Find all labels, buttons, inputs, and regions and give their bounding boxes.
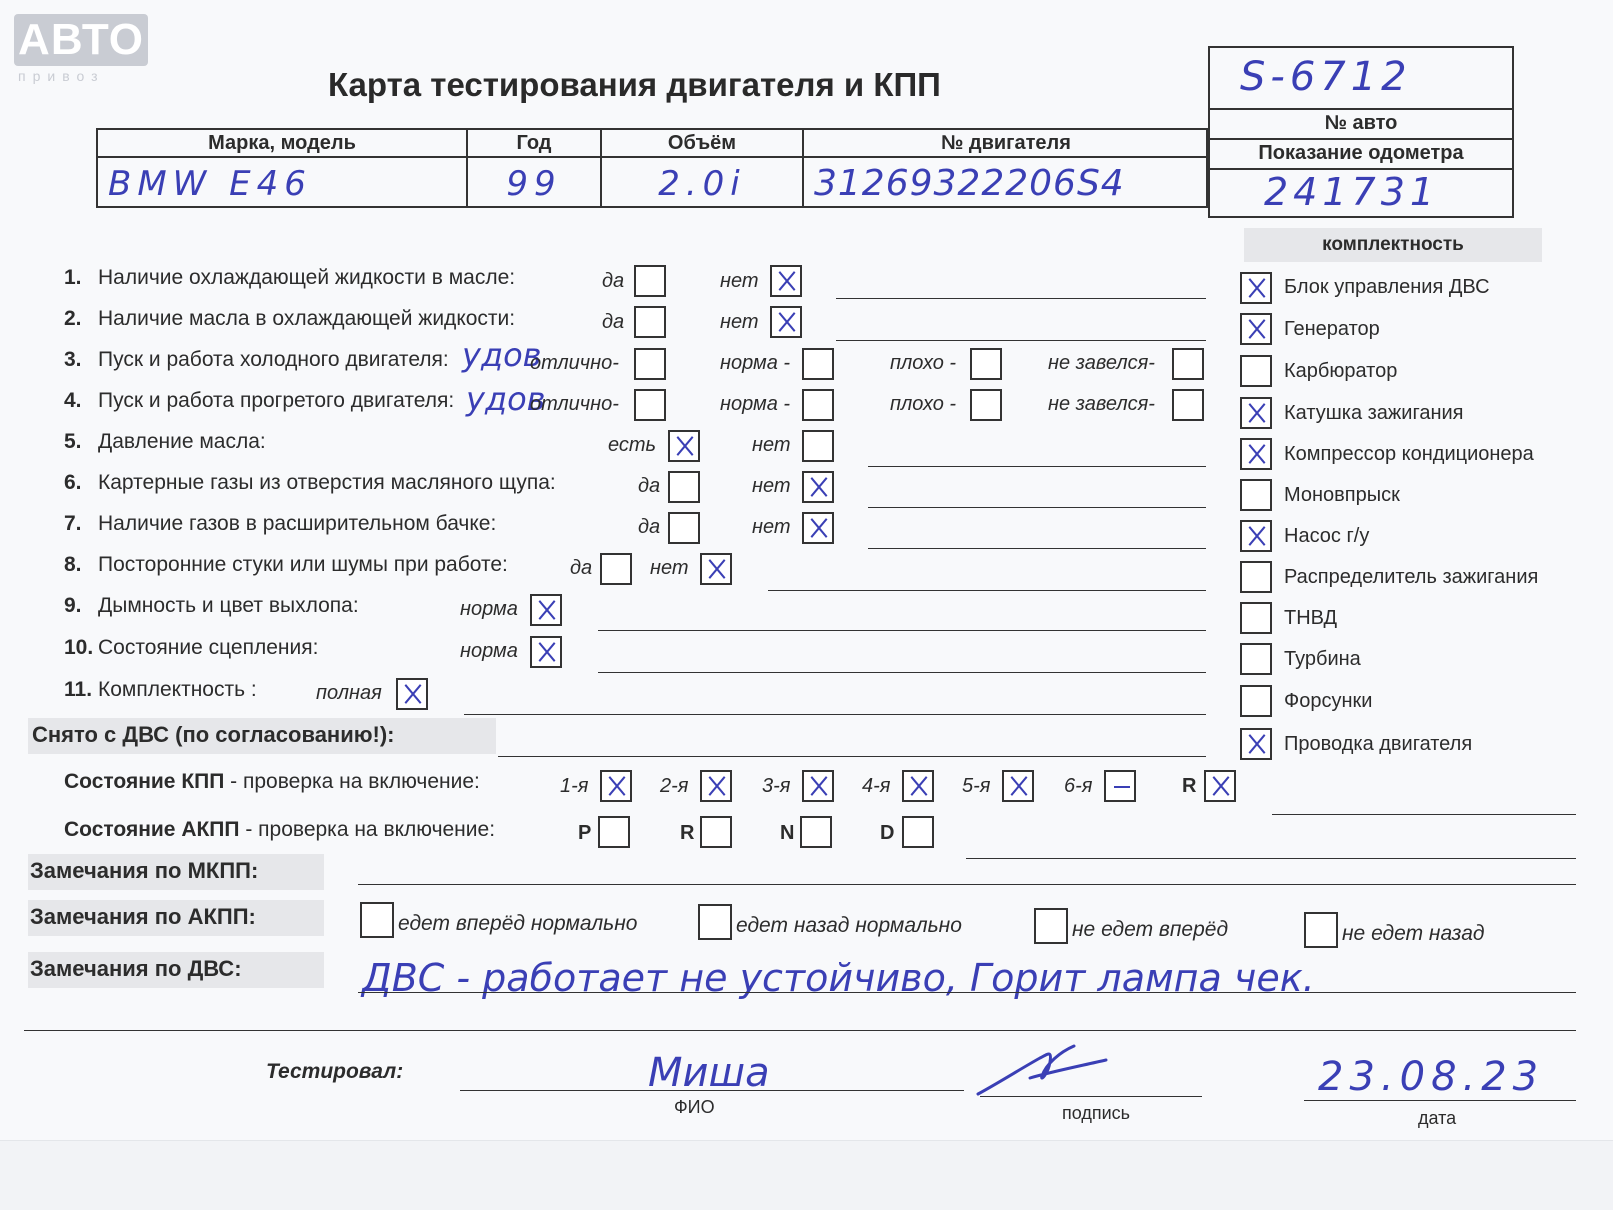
year-column bbox=[468, 130, 602, 206]
option-label: да bbox=[638, 516, 661, 538]
checkbox-oil-pressure-yes[interactable] bbox=[668, 430, 700, 462]
tested-by-label: Тестировал: bbox=[266, 1060, 404, 1083]
checkbox-warm-bad[interactable] bbox=[970, 389, 1002, 421]
kit-label: ТНВД bbox=[1284, 607, 1338, 629]
kit-label: Катушка зажигания bbox=[1284, 402, 1464, 424]
name-line bbox=[460, 1090, 964, 1091]
write-line bbox=[836, 298, 1206, 299]
akpp-no-reverse-checkbox[interactable] bbox=[1304, 912, 1338, 948]
name-caption: ФИО bbox=[674, 1097, 715, 1117]
engine-number-column bbox=[804, 130, 1208, 206]
kit-label: Блок управления ДВС bbox=[1284, 276, 1490, 298]
akpp-option-label: едет назад нормально bbox=[736, 914, 962, 937]
checkbox-coolant-in-oil-yes[interactable] bbox=[634, 265, 666, 297]
akpp-label-rest: - проверка на включение: bbox=[239, 818, 496, 841]
kit-title: комплектность bbox=[1244, 228, 1542, 262]
gear-label: 1-я bbox=[560, 775, 589, 797]
signature-image bbox=[970, 1038, 1112, 1102]
gear-label: R bbox=[1182, 775, 1197, 797]
kit-checkbox-ecu[interactable] bbox=[1240, 272, 1272, 304]
checkbox-crankcase-gas-no[interactable] bbox=[802, 471, 834, 503]
kit-checkbox-mono-injection[interactable] bbox=[1240, 479, 1272, 511]
gear-r-checkbox[interactable] bbox=[1204, 770, 1236, 802]
option-label: отлично- bbox=[530, 352, 619, 374]
mode-r-checkbox[interactable] bbox=[700, 816, 732, 848]
option-label: нет bbox=[752, 475, 791, 497]
checkbox-expansion-tank-gas-no[interactable] bbox=[802, 512, 834, 544]
question-text: Состояние сцепления: bbox=[98, 636, 319, 659]
option-label: да bbox=[570, 557, 593, 579]
question-number: 11. bbox=[64, 678, 93, 701]
write-line bbox=[768, 590, 1206, 591]
make-model-value: BMW E46 bbox=[108, 164, 312, 204]
option-label: да bbox=[638, 475, 661, 497]
checkbox-exhaust-normal[interactable] bbox=[530, 594, 562, 626]
mode-n-checkbox[interactable] bbox=[800, 816, 832, 848]
checkbox-oil-in-coolant-yes[interactable] bbox=[634, 306, 666, 338]
gear-label: 3-я bbox=[762, 775, 791, 797]
kpp-label-bold: Состояние КПП bbox=[64, 770, 225, 793]
gear-3-checkbox[interactable] bbox=[802, 770, 834, 802]
question-text: Наличие масла в охлаждающей жидкости: bbox=[98, 307, 516, 330]
volume-column bbox=[602, 130, 804, 206]
akpp-forward-ok-checkbox[interactable] bbox=[360, 902, 394, 938]
volume-label: Объём bbox=[602, 130, 802, 158]
kit-label: Проводка двигателя bbox=[1284, 733, 1473, 755]
option-label: норма bbox=[460, 640, 518, 662]
dvs-remarks-label: Замечания по ДВС: bbox=[30, 956, 242, 981]
question-text: Наличие охлаждающей жидкости в масле: bbox=[98, 266, 516, 289]
checkbox-cold-bad[interactable] bbox=[970, 348, 1002, 380]
write-line bbox=[24, 1030, 1576, 1031]
option-label: да bbox=[602, 270, 625, 292]
write-line bbox=[598, 630, 1206, 631]
option-label: норма - bbox=[720, 393, 791, 415]
scan-background bbox=[0, 1140, 1613, 1210]
question-number: 10. bbox=[64, 636, 94, 659]
kit-checkbox-ps-pump[interactable] bbox=[1240, 520, 1272, 552]
tester-name: Миша bbox=[648, 1050, 770, 1096]
option-label: нет bbox=[650, 557, 689, 579]
mode-label: R bbox=[680, 822, 695, 844]
checkbox-completeness-full[interactable] bbox=[396, 678, 428, 710]
write-line bbox=[1272, 814, 1576, 815]
engine-number-label: № двигателя bbox=[804, 130, 1208, 158]
mode-label: N bbox=[780, 822, 795, 844]
checkbox-expansion-tank-gas-yes[interactable] bbox=[668, 512, 700, 544]
gear-label: 5-я bbox=[962, 775, 991, 797]
write-line bbox=[836, 340, 1206, 341]
kit-checkbox-injection-pump[interactable] bbox=[1240, 602, 1272, 634]
option-label: полная bbox=[316, 682, 382, 704]
option-label: есть bbox=[608, 434, 657, 456]
signature-line bbox=[980, 1096, 1202, 1097]
gear-label: 4-я bbox=[862, 775, 891, 797]
handwritten-note: удов bbox=[466, 380, 546, 418]
checkbox-oil-in-coolant-no[interactable] bbox=[770, 306, 802, 338]
mode-label: P bbox=[578, 822, 592, 844]
kit-checkbox-injectors[interactable] bbox=[1240, 685, 1272, 717]
question-text: Пуск и работа прогретого двигателя: bbox=[98, 389, 455, 412]
make-model-label: Марка, модель bbox=[98, 130, 466, 158]
mode-d-checkbox[interactable] bbox=[902, 816, 934, 848]
handwritten-note: удов bbox=[462, 336, 542, 374]
volume-value: 2.0i bbox=[658, 164, 746, 204]
mode-p-checkbox[interactable] bbox=[598, 816, 630, 848]
kit-label: Карбюратор bbox=[1284, 360, 1398, 382]
akpp-remarks-label: Замечания по АКПП: bbox=[30, 904, 256, 929]
question-number: 5. bbox=[64, 430, 82, 453]
year-label: Год bbox=[468, 130, 600, 158]
gear-4-checkbox[interactable] bbox=[902, 770, 934, 802]
option-label: да bbox=[602, 311, 625, 333]
write-line bbox=[868, 548, 1206, 549]
question-text: Картерные газы из отверстия масляного щупа: bbox=[98, 471, 556, 494]
checkbox-crankcase-gas-yes[interactable] bbox=[668, 471, 700, 503]
kit-checkbox-turbine[interactable] bbox=[1240, 643, 1272, 675]
signature-caption: подпись bbox=[1062, 1103, 1131, 1123]
dvs-remarks-text: ДВС - работает не устойчиво, Горит лампа чек. bbox=[362, 956, 1315, 1000]
akpp-label-bold: Состояние АКПП bbox=[64, 818, 240, 841]
write-line bbox=[598, 672, 1206, 673]
option-label: нет bbox=[752, 516, 791, 538]
odometer-value: 241731 bbox=[1264, 170, 1440, 214]
question-number: 8. bbox=[64, 553, 82, 576]
question-number: 6. bbox=[64, 471, 82, 494]
write-line bbox=[868, 507, 1206, 508]
page-title: Карта тестирования двигателя и КПП bbox=[328, 66, 941, 103]
kit-label: Турбина bbox=[1284, 648, 1361, 670]
gear-label: 6-я bbox=[1064, 775, 1093, 797]
vehicle-info-table bbox=[96, 128, 1208, 208]
divider bbox=[1210, 138, 1512, 140]
auto-number-label: № авто bbox=[1324, 112, 1398, 134]
option-label: не завелся- bbox=[1048, 393, 1155, 415]
option-label: отлично- bbox=[530, 393, 619, 415]
checkbox-noise-no[interactable] bbox=[700, 553, 732, 585]
gear-label: 2-я bbox=[660, 775, 689, 797]
write-line bbox=[358, 884, 1576, 885]
checkbox-warm-not-started[interactable] bbox=[1172, 389, 1204, 421]
checkbox-clutch-normal[interactable] bbox=[530, 636, 562, 668]
kit-label: Компрессор кондиционера bbox=[1284, 443, 1534, 465]
question-text: Посторонние стуки или шумы при работе: bbox=[98, 553, 508, 576]
kit-label: Насос г/у bbox=[1284, 525, 1370, 547]
write-line bbox=[966, 858, 1576, 859]
gear-5-checkbox[interactable] bbox=[1002, 770, 1034, 802]
kit-label: Форсунки bbox=[1284, 690, 1373, 712]
engine-number-value: 31269322206S4 bbox=[814, 163, 1125, 204]
option-label: плохо - bbox=[890, 352, 957, 374]
kit-checkbox-ignition-coil[interactable] bbox=[1240, 397, 1272, 429]
akpp-no-forward-checkbox[interactable] bbox=[1034, 908, 1068, 944]
kit-label: Генератор bbox=[1284, 318, 1380, 340]
kit-label: Распределитель зажигания bbox=[1284, 566, 1539, 588]
question-text: Дымность и цвет выхлопа: bbox=[98, 594, 359, 617]
divider bbox=[1210, 108, 1512, 110]
akpp-label bbox=[64, 818, 495, 842]
odometer-label: Показание одометра bbox=[1258, 142, 1464, 164]
option-label: нет bbox=[720, 311, 759, 333]
write-line bbox=[358, 992, 1576, 993]
option-label: нет bbox=[720, 270, 759, 292]
mkpp-remarks-label: Замечания по МКПП: bbox=[30, 858, 259, 883]
question-text: Давление масла: bbox=[98, 430, 266, 453]
kit-checkbox-carburetor[interactable] bbox=[1240, 355, 1272, 387]
option-label: норма bbox=[460, 598, 518, 620]
akpp-option-label: не едет назад bbox=[1342, 922, 1485, 945]
question-text: Наличие газов в расширительном бачке: bbox=[98, 512, 497, 535]
question-number: 3. bbox=[64, 348, 82, 371]
checkbox-cold-excellent[interactable] bbox=[634, 348, 666, 380]
date-line bbox=[1304, 1100, 1576, 1101]
kit-checkbox-distributor[interactable] bbox=[1240, 561, 1272, 593]
question-text: Пуск и работа холодного двигателя: bbox=[98, 348, 449, 371]
gear-1-checkbox[interactable] bbox=[600, 770, 632, 802]
checkbox-coolant-in-oil-no[interactable] bbox=[770, 265, 802, 297]
write-line bbox=[464, 714, 1206, 715]
option-label: норма - bbox=[720, 352, 791, 374]
auto-number-value: S-6712 bbox=[1240, 54, 1412, 100]
kit-checkbox-ac-compressor[interactable] bbox=[1240, 438, 1272, 470]
question-number: 1. bbox=[64, 266, 82, 289]
kpp-label bbox=[64, 770, 480, 794]
odometer-box bbox=[1208, 46, 1514, 218]
kit-checkbox-generator[interactable] bbox=[1240, 313, 1272, 345]
option-label: не завелся- bbox=[1048, 352, 1155, 374]
option-label: плохо - bbox=[890, 393, 957, 415]
test-date: 23.08.23 bbox=[1318, 1054, 1545, 1100]
question-text: Комплектность : bbox=[98, 678, 257, 701]
question-number: 2. bbox=[64, 307, 82, 330]
checkbox-oil-pressure-no[interactable] bbox=[802, 430, 834, 462]
year-value: 99 bbox=[506, 164, 562, 204]
removed-label: Снято с ДВС (по согласованию!): bbox=[32, 722, 395, 747]
akpp-option-label: едет вперёд нормально bbox=[398, 912, 638, 935]
mode-label: D bbox=[880, 822, 895, 844]
akpp-option-label: не едет вперёд bbox=[1072, 918, 1229, 941]
gear-6-checkbox[interactable] bbox=[1104, 770, 1136, 802]
kpp-label-rest: - проверка на включение: bbox=[224, 770, 480, 793]
kit-checkbox-engine-wiring[interactable] bbox=[1240, 728, 1272, 760]
date-caption: дата bbox=[1418, 1108, 1457, 1128]
checkbox-warm-excellent[interactable] bbox=[634, 389, 666, 421]
checkbox-noise-yes[interactable] bbox=[600, 553, 632, 585]
write-line bbox=[498, 756, 1206, 757]
kit-label: Моновпрыск bbox=[1284, 484, 1400, 506]
gear-2-checkbox[interactable] bbox=[700, 770, 732, 802]
logo-main-text: АВТО bbox=[18, 15, 144, 64]
make-model-column bbox=[98, 130, 468, 206]
question-number: 9. bbox=[64, 594, 82, 617]
checkbox-cold-not-started[interactable] bbox=[1172, 348, 1204, 380]
question-number: 4. bbox=[64, 389, 82, 412]
write-line bbox=[868, 466, 1206, 467]
logo-sub-text: привоз bbox=[18, 68, 105, 84]
option-label: нет bbox=[752, 434, 791, 456]
checkbox-cold-normal[interactable] bbox=[802, 348, 834, 380]
akpp-reverse-ok-checkbox[interactable] bbox=[698, 904, 732, 940]
checkbox-warm-normal[interactable] bbox=[802, 389, 834, 421]
question-number: 7. bbox=[64, 512, 82, 535]
